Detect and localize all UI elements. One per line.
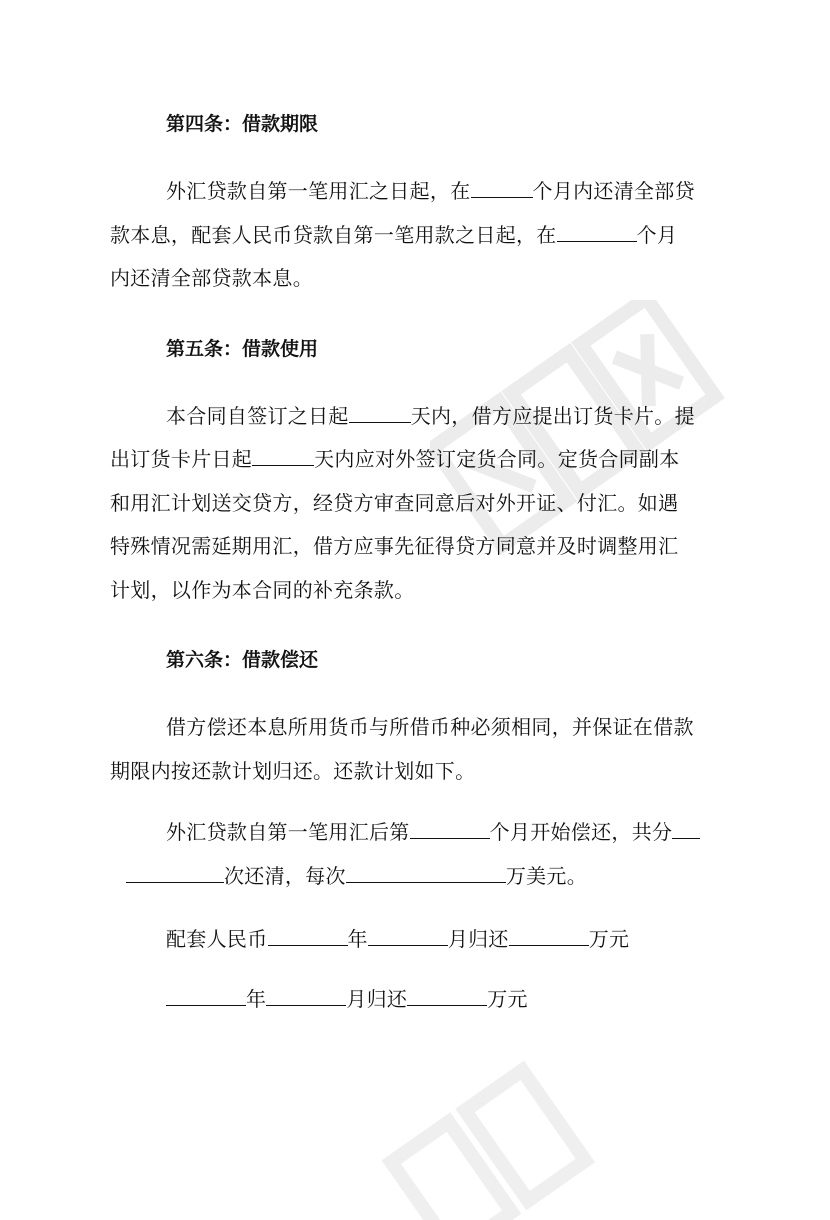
text-line xyxy=(166,811,716,855)
article-6-text-1 xyxy=(110,706,716,793)
text-segment: 出订货卡片日起 xyxy=(110,447,253,471)
text-line xyxy=(110,438,716,482)
text-line xyxy=(110,569,716,613)
text-line xyxy=(110,214,716,258)
article-4 xyxy=(110,108,716,301)
fill-in-blank[interactable] xyxy=(672,816,700,839)
text-segment: 配套人民币 xyxy=(166,927,268,951)
article-5-title: 第五条：借款使用 xyxy=(166,337,319,360)
article-5-text xyxy=(110,395,716,613)
text-line xyxy=(110,257,716,301)
article-4-text xyxy=(110,170,716,301)
text-segment: 和用汇计划送交贷方，经贷方审查同意后对外开证、付汇。如遇 xyxy=(110,490,679,515)
article-6-text-2 xyxy=(166,811,716,898)
text-line xyxy=(166,170,716,214)
fill-in-blank[interactable] xyxy=(266,983,346,1006)
text-segment: 外汇贷款自第一笔用汇后第 xyxy=(166,820,410,844)
fill-in-blank[interactable] xyxy=(252,443,314,466)
repayment-schedule xyxy=(166,918,716,1021)
text-segment: 万元 xyxy=(588,927,630,951)
text-segment: 年 xyxy=(246,986,267,1011)
text-segment: 内还清全部贷款本息。 xyxy=(110,266,313,290)
text-segment: 特殊情况需延期用汇，借方应事先征得贷方同意并及时调整用汇 xyxy=(110,534,679,558)
fill-in-blank[interactable] xyxy=(126,860,224,883)
text-line xyxy=(110,482,716,526)
article-6-title: 第六条：借款偿还 xyxy=(166,649,319,671)
article-6 xyxy=(110,644,716,1021)
fill-in-blank[interactable] xyxy=(349,400,411,423)
text-line xyxy=(126,855,716,899)
schedule-row-2 xyxy=(166,978,716,1022)
text-segment: 万元 xyxy=(487,986,528,1011)
fill-in-blank[interactable] xyxy=(166,983,246,1006)
article-4-title: 第四条：借款期限 xyxy=(166,113,319,135)
text-segment: 年 xyxy=(347,927,368,951)
watermark-logo-icon-bottom xyxy=(360,1060,660,1220)
text-segment: 本合同自签订之日起 xyxy=(166,403,349,428)
text-segment: 天内，借方应提出订货卡片。提 xyxy=(410,403,695,428)
text-line xyxy=(110,525,716,569)
text-line: 借方偿还本息所用货币与所借币种必须相同，并保证在借款 xyxy=(166,715,694,739)
fill-in-blank[interactable] xyxy=(410,816,490,839)
fill-in-blank[interactable] xyxy=(346,860,506,883)
fill-in-blank[interactable] xyxy=(407,983,487,1006)
text-line xyxy=(166,395,716,439)
document-body xyxy=(110,108,716,1021)
text-segment: 月归还 xyxy=(346,986,408,1011)
article-5 xyxy=(110,333,716,613)
fill-in-blank[interactable] xyxy=(509,923,589,946)
text-segment: 个月 xyxy=(636,222,678,247)
fill-in-blank[interactable] xyxy=(557,219,637,242)
fill-in-blank[interactable] xyxy=(268,923,348,946)
text-segment: 个月开始偿还，共分 xyxy=(489,820,673,844)
text-segment: 天内应对外签订定货合同。定货合同副本 xyxy=(314,447,680,471)
text-segment: 次还清，每次 xyxy=(224,863,346,888)
fill-in-blank[interactable] xyxy=(368,923,448,946)
text-line: 期限内按还款计划归还。还款计划如下。 xyxy=(110,758,476,783)
text-segment: 款本息，配套人民币贷款自第一笔用款之日起，在 xyxy=(110,222,557,247)
text-segment: 外汇贷款自第一笔用汇之日起，在 xyxy=(166,179,471,203)
text-segment: 月归还 xyxy=(447,927,509,951)
text-segment: 计划，以作为本合同的补充条款。 xyxy=(110,577,415,602)
text-segment: 个月内还清全部贷 xyxy=(532,179,695,203)
fill-in-blank[interactable] xyxy=(471,175,533,198)
text-segment: 万美元。 xyxy=(505,863,588,888)
schedule-row-1 xyxy=(166,918,716,962)
